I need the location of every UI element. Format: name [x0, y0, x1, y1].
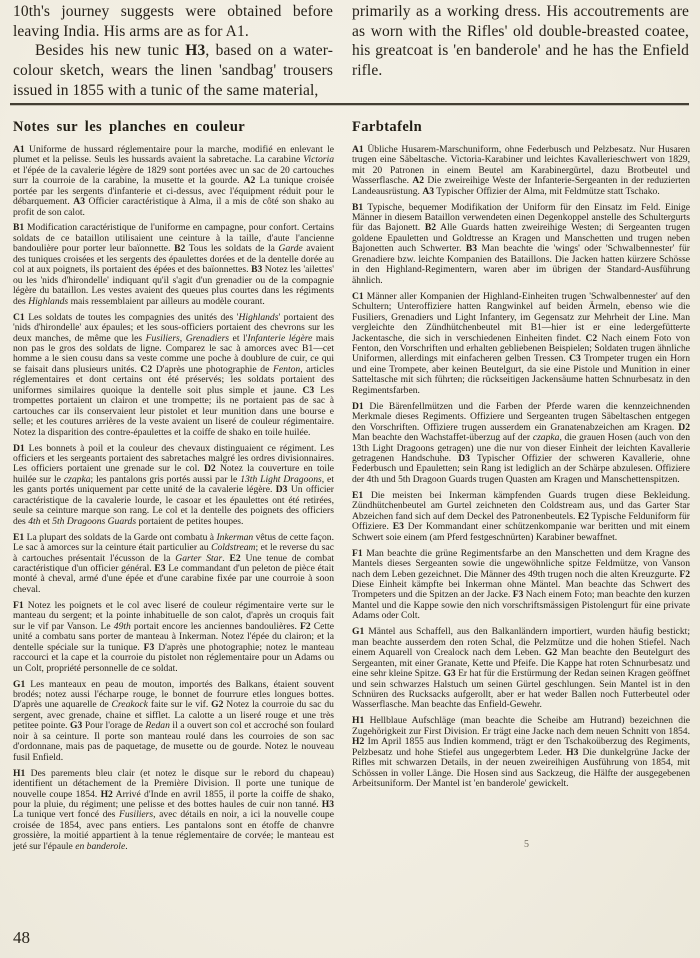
- text-run: Des parements bleu clair (et notez le disque sur le rebord du chapeau) identifient un détachement de la Première Division. Il porte une tunique de nouvelle coupe 1854.: [13, 767, 334, 800]
- text-run: 49th: [113, 620, 131, 632]
- paragraph: [352, 549, 690, 622]
- text-run: Victoria: [303, 154, 334, 166]
- text-run: Highlands: [238, 311, 279, 323]
- text-run: Les trompettes portaient un clairon et une trompette; ils ne portaient pas de sac à cartouches car ils conservaient leur pistolet et leur munition dans une bourse e selle; et les coutures arrières de la veste avaient un liseré de couleur régimentaire. Notez la disparition des contre-épaulettes et la coiffe de shako en toile huilée.: [13, 384, 334, 438]
- text-run: Hellblaue Aufschläge (man beachte die Scheibe am Hutrand) bezeichnen die Zugehörigkeit zur First Division. Er trägt eine Jacke nach dem neuen Schnitt von 1854.: [352, 715, 690, 737]
- text-run: Die dunkelgrüne Jacke der Rifles mit schwarzen Details, in der neuen zweireihigen Ausführung von 1854, mit Schössen in voller Länge. Die Hosen sind aus Sackzeug, die Hälfte der ausgegebenen Arbeitsuniform. Der Mantel ist 'en banderole' gewickelt.: [352, 746, 690, 790]
- french-notes-title: Notes sur les planches en couleur: [13, 119, 246, 135]
- text-run: en banderole: [75, 840, 126, 852]
- english-text-right-column: [352, 2, 689, 81]
- paragraph: [352, 627, 690, 711]
- text-run: primarily as a working dress. His accoutrements are as worn with the Rifles' old double-breasted coatee, his greatcoat is 'en banderole' and he has the Enfield rifle.: [352, 3, 689, 80]
- paragraph: [352, 491, 690, 543]
- french-notes-body: [13, 145, 334, 853]
- paragraph: [352, 2, 689, 81]
- paragraph: [13, 444, 334, 528]
- section-divider-rule: [10, 103, 689, 105]
- german-notes-title: Farbtafeln: [352, 119, 423, 135]
- text-run: , articles réglementaires et dont certains ont été préservés; les soldats portaient des uniformes similaires quoique la dentelle soit plus simple et jaune.: [13, 363, 335, 396]
- text-run: portait encore les anciennes bandoulières.: [130, 620, 300, 632]
- text-run: Cette unité a combatu sans porter de manteau à Inkerman. Notez l'épée du clairon; et la dentelle spéciale sur la tunique.: [13, 620, 334, 653]
- text-run: Modification caractéristique de l'uniforme en campagne, pour confort. Certains soldats de ce bataillon utilisaient une ceinture à la taille, d'aute l'ancienne bandoulière pour porter leur baïonnette.: [13, 222, 334, 255]
- text-run: Notez la courroie du sac du sergent, avec grenade, chaine et sifflet. La calotte a un liseré rouge et une très petitee pointe.: [13, 699, 334, 732]
- text-run: , die grauen Hosen (auch von den 13th Light Dragoons getragen) une die nur von dieser Einheit der leichten Kavallerie getragenen Handschuhe.: [352, 432, 690, 464]
- text-run: czapka: [63, 473, 91, 485]
- plate-label: H3: [566, 746, 579, 758]
- paragraph: [13, 145, 334, 218]
- text-run: Typischer Offizier der schweren Kavallerie, ohne Federbusch und Epauletten; sein Rang ist lediglich an der Schärpe abzulesen. Offiziere der 4th und 5th Dragoon Guards trugen Quasten am Kragen und Manschettenspitzen.: [352, 452, 690, 485]
- plate-label: D2: [203, 463, 216, 475]
- text-run: Creakock: [111, 699, 148, 711]
- plate-label: H1: [352, 715, 365, 727]
- text-run: La tunique vert foncé des: [13, 809, 120, 821]
- text-run: Die zweireihige Weste der Infanterie-Sergeanten in der reduzierten Landeausrüstung.: [352, 175, 691, 197]
- plate-label: B3: [251, 264, 263, 276]
- text-run: D'après une photographie de: [152, 363, 274, 375]
- text-run: Les soldats de toutes les compagnies des unités des ': [24, 311, 239, 323]
- plate-label: G2: [544, 647, 558, 659]
- text-run: ; les pantalons gris portés aussi par le: [90, 473, 241, 485]
- text-run: , based on a water-colour sketch, wears the linen 'sandbag' trousers issued in 1855 with a tunic of the same material,: [13, 42, 333, 99]
- plate-label: B2: [174, 243, 186, 255]
- text-run: Fenton: [273, 363, 301, 375]
- paragraph: [352, 203, 690, 287]
- text-run: Tous les soldats de la: [185, 243, 279, 255]
- text-run: Un officier caractéristique de la cavalerie lourde, le casoar et les épaulettes ont été retirées, seule sa ceinture marque son rang. Le col et la dentelle des poignets des officiers des: [13, 484, 334, 527]
- text-run: portaient de petites houpes.: [136, 515, 244, 527]
- plate-label: H1: [13, 767, 26, 779]
- text-run: Typischer Offizier der Alma, mit Feldmütze statt Tschako.: [434, 185, 660, 197]
- plate-label: G1: [13, 678, 26, 690]
- text-run: ' portaient des 'nids d'hirondelle' aux épaules; et les sous-officiers portaient des chevrons sur les deux manches, de même que les: [13, 311, 334, 344]
- text-run: Redan: [145, 720, 170, 732]
- text-run: Inkerman: [216, 531, 254, 543]
- text-run: Typische, bequemer Modifikation der Uniform für den Einsatz im Feld. Einige Männer in diesem Bataillon verwendeten einen Degenkoppel anstelle des Schultergurts für das Bajonett.: [352, 201, 690, 234]
- plate-label: B3: [465, 243, 478, 255]
- paragraph: [13, 41, 333, 100]
- text-run: .: [125, 840, 128, 852]
- text-run: Les bonnets à poil et la couleur des chevaux distinguaient ce régiment. Les officiers et les sergeants portaient des sabretaches malgré les ordres divisionnaires. Les officiers portaient une grenade sur le col.: [13, 442, 334, 475]
- text-run: Garter Star: [175, 552, 223, 564]
- text-run: Man beachte die 'wings' oder 'Schwalbennester' für Grenadiere bzw. leichte Kompanien des Bataillons. Die Jacken hatten kürzere Schösse in den Highland-Regimentern, waren aber im übrigen der Standard-Ausführung ähnlich.: [352, 243, 690, 286]
- paragraph: [352, 716, 690, 789]
- plate-label: A2: [243, 175, 256, 187]
- text-run: mais ressemblaient par ailleurs au modèle courant.: [68, 295, 265, 307]
- text-run: Notez les poignets et le col avec liseré de couleur régimentaire verte sur le manteau du sergent; et la pointe inhabituelle de son calot, d'après un croquis fait sur le vif par Vanson. Le: [13, 599, 334, 632]
- text-run: Man beachte den Beutelgurt des Sergeanten, mit einer Granate, Kette und Pfeife. Die Kappe hat roten Schnurbesatz und eine sehr kleine Spitze.: [352, 647, 690, 680]
- text-run: Die Bärenfellmützen und die Farben der Pferde waren die kennzeichnenden Merkmale dieses Regiments. Offiziere und Sergeanten trugen Säbeltaschen entgegen den Vorschriften. Offiziere trugen ausserdem ein Granatenabzeichen am Kragen.: [352, 400, 690, 433]
- text-run: Garde: [278, 243, 303, 255]
- text-run: Infanterie légère: [247, 332, 313, 344]
- plate-label: E1: [13, 531, 25, 543]
- plate-label: E2: [229, 552, 241, 564]
- plate-label: G2: [211, 699, 224, 711]
- paragraph: [13, 2, 333, 41]
- text-run: Trompeter trugen ein Horn und eine Trompete, aber keinen Beutelgurt, da sie eine Pistole und Munition in einer Satteltasche mit sich führten; die rückseitigen Jackensäume hatten Schnurbesatz in den Regimentsfarben.: [352, 353, 690, 396]
- text-run: Une tenue de combat caractéristique d'un officier général.: [13, 552, 334, 575]
- plate-label: C3: [302, 384, 315, 396]
- german-notes-column: [352, 120, 690, 795]
- text-run: Fusiliers: [119, 809, 154, 821]
- plate-label: E3: [154, 563, 166, 575]
- text-run: .: [222, 552, 230, 564]
- plate-label: E3: [392, 521, 404, 533]
- text-run: 13th Light Dragoons: [240, 473, 322, 485]
- plate-label: B2: [424, 222, 437, 234]
- text-run: Der Kommandant einer schützenkompanie war beritten und mit einem Schwert soie einem (am Pferd festgeschnürten) Karabiner bewaffnet.: [352, 521, 690, 543]
- plate-label: D3: [275, 484, 288, 496]
- plate-label: A2: [412, 175, 425, 187]
- paragraph: [13, 601, 334, 674]
- plate-label: F2: [299, 620, 311, 632]
- plate-label: H3: [321, 799, 334, 811]
- text-run: Coldstream: [211, 542, 256, 554]
- plate-label: H2: [352, 736, 365, 748]
- text-run: 5th Dragoons Guards: [52, 515, 137, 527]
- text-run: Typische Felduniform für Offiziere.: [352, 510, 690, 533]
- text-run: Diese Einheit kämpfte bei Inkerman ohne Mäntel. Man beachte das Schwert des Trompeters und die Spitzen an der Jacke.: [352, 578, 690, 601]
- text-run: et l': [229, 332, 248, 344]
- paragraph: [13, 533, 334, 596]
- text-run: Nach einem Foto von Fenton, den Vorschriften und erhalten gebliebenen Beispielen; Soldaten trugen ähnliche Uniformen, allerdings mit einfacheren gelben Tressen.: [352, 332, 691, 365]
- plate-label: B1: [352, 201, 364, 213]
- text-run: Notez les 'ailettes' ou les 'nids d'hirondelle' indiquant qu'il s'agit d'un grenadier ou de la compagnie légère du bataillon. Les vestes avaient des queues plus courtes dans les régiments des: [13, 264, 334, 307]
- text-run: il a ouvert son col et accroché son foulard noir à sa ceinture. Il porte son manteau roulé dans les courroies de son sac d'ordonnane, mais pas de paquetage, de musette ou de gourde. Notez le nouveau fusil Enfield.: [13, 720, 334, 763]
- plate-label: H2: [100, 788, 113, 800]
- text-run: mais non pas le gros des soldats de ligne. Comparez le sac à amorces avec B1—cet homme a le sien cousu dans sa veste comme une poche à doublure de cuir, ce qui se faisait dans plusieurs unités.: [13, 332, 334, 375]
- plate-label: H3: [185, 42, 206, 60]
- plate-label: B1: [13, 222, 25, 234]
- text-run: Alle Guards hatten zweireihige Westen; di Sergeanten trugen goldene Epauletten und Goldtresse an Kragen und Manschetten und trugen neben Bajonetten auch Schwerter.: [352, 222, 690, 255]
- plate-label: C2: [585, 332, 598, 344]
- plate-label: F1: [13, 599, 24, 611]
- plate-label: C1: [13, 311, 25, 323]
- plate-label: F3: [143, 641, 155, 653]
- text-run: Nach einem Foto; man beachte den kurzen Mantel und die Kappe sowie den nich vorschriftsmässigen Pistolengurt für eine private Adams oder Colt.: [352, 589, 690, 622]
- print-artifact-mark: 5: [524, 839, 529, 850]
- text-run: ; et le reverse du sac à cartouches présentait l'écusson de la: [13, 542, 335, 564]
- plate-label: D3: [458, 452, 470, 464]
- text-run: Besides his new tunic: [35, 42, 186, 60]
- paragraph: [352, 292, 690, 397]
- plate-label: D2: [678, 421, 690, 433]
- text-run: Le commandant d'un peleton de pièce était monté à cheval, armé d'une épée et d'une carabine fixée par une courroie à soon cheval.: [13, 563, 334, 595]
- text-run: czapka: [532, 432, 560, 444]
- plate-label: F2: [679, 568, 690, 580]
- plate-label: A3: [422, 185, 435, 197]
- plate-label: E2: [577, 510, 590, 522]
- text-run: et: [40, 515, 53, 527]
- text-run: Die meisten bei Inkerman kämpfenden Guards trugen diese Bekleidung. Zündhütchenbeutel am Gurtel zeichneten den Coldstream aus, und das Garter Star Abzeichen fand sich auf dem Deckel des Patronenbeutels.: [352, 489, 690, 522]
- english-text-left-column: [13, 2, 333, 100]
- text-run: 4th: [28, 515, 41, 527]
- plate-label: G3: [70, 720, 83, 732]
- text-run: faite sur le vif.: [147, 699, 212, 711]
- paragraph: [352, 402, 690, 486]
- text-run: Man beachte die grüne Regimentsfarbe an den Manschetten und dem Kragne des Mantels dieses Sergeanten sowie die ungewöhnliche spitze Feldmütze, von Vanson nach dem Leben gezeichnet. Die Männer des 49th trugen noch die alten Kreuzgurte.: [352, 547, 690, 580]
- text-run: , et les gants portés uniquement par cette unité de la cavalerie légère.: [13, 473, 334, 496]
- plate-label: F1: [352, 547, 363, 559]
- plate-label: D1: [13, 442, 25, 454]
- text-run: 10th's journey suggests were obtained before leaving India. His arms are as for A1.: [13, 3, 333, 40]
- text-run: Uniforme de hussard réglementaire pour la marche, modifié en enlevant le plumet et la pelisse. Seuls les hussards avaient la sabretache. La carabine: [13, 143, 334, 166]
- text-run: Notez la couverture en toile huilée sur le: [13, 463, 335, 485]
- paragraph: [13, 223, 334, 307]
- plate-label: G1: [352, 626, 365, 638]
- text-run: Er hat für die Erstürmung der Redan seinen Kragen geöffnet und sein schwarzes Halstuch um seinen Gürtel geschlungen. Sein Mantel ist in den Schnüren des Rucksacks aufgerollt, aber er hat weder Ballen noch Futterbeutel oder Wasserflasche. Man beachte das Enfield-Gewehr.: [352, 668, 690, 711]
- plate-label: C1: [352, 290, 364, 302]
- text-run: La tunique croisée portée par les sergents d'infanterie et ci-dessus, avec l'équipment réduit pour le débarquement.: [13, 175, 334, 208]
- page-number: 48: [13, 928, 30, 947]
- german-notes-body: [352, 145, 690, 790]
- plate-label: A3: [73, 196, 85, 208]
- french-notes-column: [13, 120, 334, 858]
- plate-label: A1: [13, 143, 25, 155]
- text-run: Man beachte den Wachstaffet-überzug auf der: [352, 432, 533, 444]
- text-run: , avec détails en noir, a ici la nouvelle coupe croisée de 1854, avec pans entiers. Les pantalons sont en étoffe de chanvre grossière, la moitié appartient à la tenue réglementaire de corvée; le manteau est jeté sur l'épaule: [13, 809, 334, 852]
- text-run: Arrivé d'Inde en avril 1855, il porte la coiffe de shako, pour la pluie, du régiment; une pelisse et des bottes haules de cuir non tanné.: [13, 788, 334, 811]
- text-run: et l'épée de la cavalerie légère de 1829 sont portées avec un sac de 20 cartouches surr la courroie de la carabine, la musette et la gourde.: [13, 164, 334, 187]
- text-run: D'après une photographie; notez le manteau raccourci et la cape et la courroie du pistolet non réglementaire pour un Adams ou un Colt, propriété personnelle de ce soldat.: [13, 641, 335, 674]
- text-run: vêtus de cette façon. Le sac à amorces sur la ceinture était particulier au: [13, 531, 334, 554]
- plate-label: C2: [140, 363, 153, 375]
- paragraph: [13, 313, 334, 438]
- paragraph: [13, 680, 334, 764]
- text-run: Officier caractéristique à Alma, il a mis de côté son shako au profit de son calot.: [13, 196, 334, 218]
- plate-label: C3: [569, 353, 581, 365]
- text-run: Les manteaux en peau de mouton, importés des Balkans, étaient souvent brodés; notez aussi l'écharpe rouge, le bonnet de fourrure etles longues bottes. D'après une aquarelle de: [13, 678, 334, 711]
- text-run: Männer aller Kompanien der Highland-Einheiten trugen 'Schwalbennester' auf den Schultern; Unteroffiziere hatten Rangwinkel auf beiden Ärmeln, ebenso wie die Fusiliers, Grenadiers und Light Infantery, im Gegensatz zur Mehrheit der Line. Man vergleichte den Zündhütchenbeutel mit B1—hier ist er eine ledergefütterte Jackentasche, die sich in verschiedenen Einheiten findet.: [352, 290, 690, 344]
- text-run: Pour l'orage de: [82, 720, 146, 732]
- paragraph: [13, 769, 334, 853]
- plate-label: G3: [443, 668, 456, 680]
- text-run: Übliche Husarem-Marschuniform, ohne Federbusch und Pelzbesatz. Nur Husaren trugen eine Säbeltasche. Victoria-Karabiner und leichtes Kavallerieschwert von 1829, mit 20 Patronen in einem Beutel am Karabinergürtel, dazu Brotbeutel und Wasserflasche.: [352, 143, 690, 187]
- text-run: Mäntel aus Schaffell, aus den Balkanländern importiert, wurden häufig bestickt; man beachte ausserdem den roten Schal, die Pelzmütze und die hohen Stiefel. Nach einem Aquarell von Crealock nach dem Leben.: [352, 626, 690, 659]
- text-run: avaient des tuniques croisées et les sergents des épaulettes dorées et de la dentelle dorée au col at aux poignets, ils portaient des épées et des baïonnettes.: [13, 243, 334, 276]
- plate-label: A1: [352, 143, 364, 155]
- text-run: La plupart des soldats de la Garde ont combatu à: [24, 531, 217, 543]
- plate-label: E1: [352, 489, 364, 501]
- paragraph: [352, 145, 690, 197]
- text-run: Im April 1855 aus Indien kommend, trägt er den Tschakoüberzug des Regiments, Pelzbesatz und hohe Stiefel aus ungegerbtem Leder.: [352, 736, 690, 758]
- text-run: Fusiliers, Grenadiers: [145, 332, 230, 344]
- plate-label: F3: [512, 589, 524, 601]
- plate-label: D1: [352, 400, 364, 412]
- text-run: Highlands: [28, 295, 69, 307]
